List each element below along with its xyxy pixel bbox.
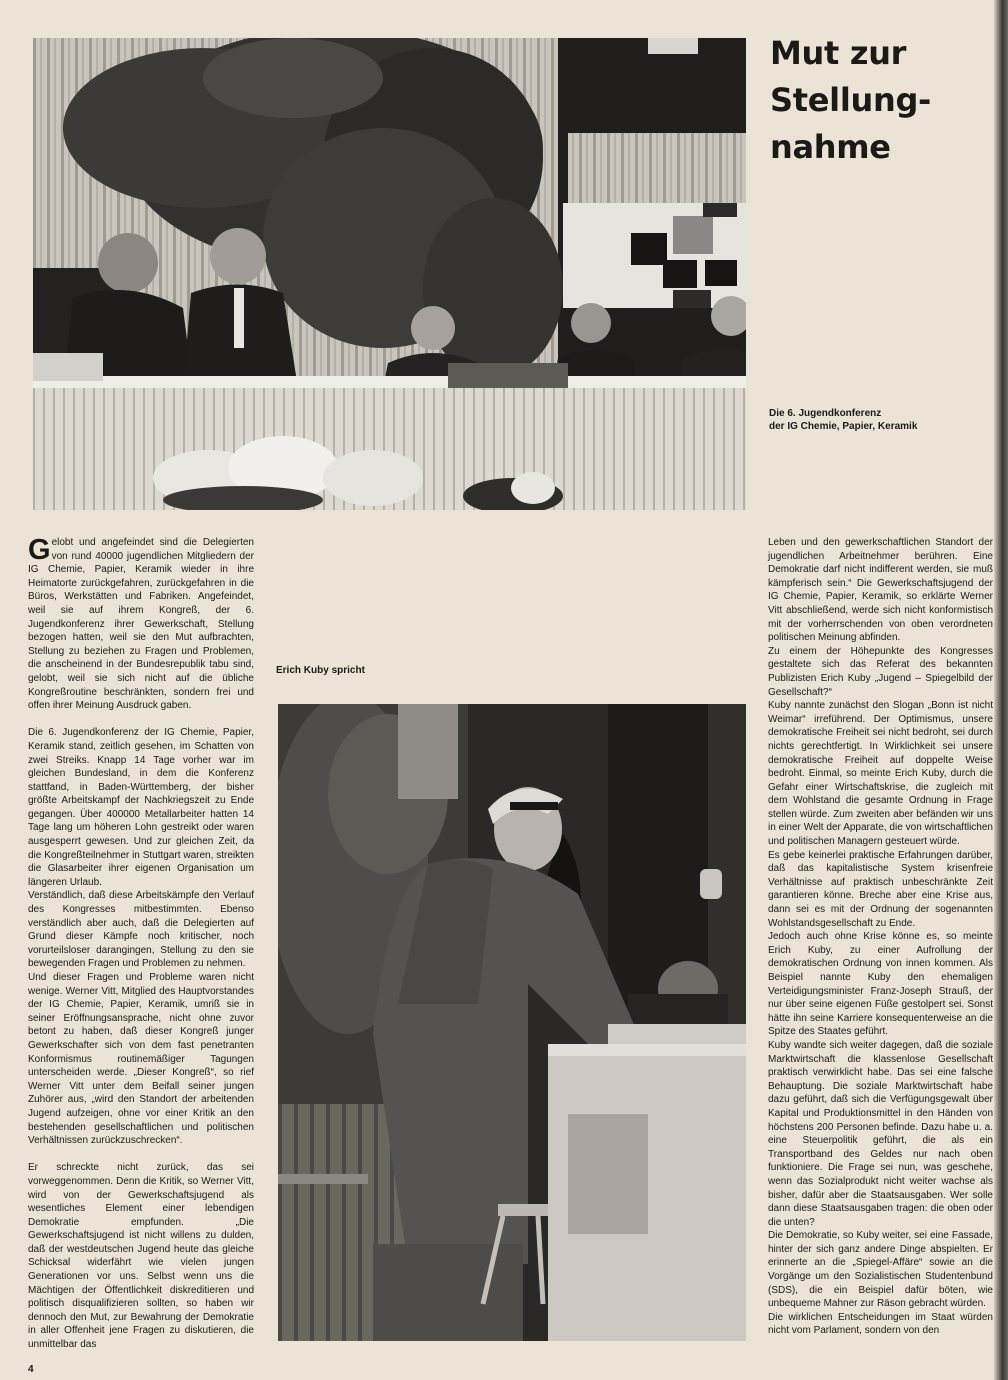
article-paragraph: Und dieser Fragen und Probleme waren nicht wenige. Werner Vitt, Mitglied des Hauptvorstandes der IG Chemie, Papier, Keramik, umriß sie in seiner Eröffnungsansprache, nicht ohne zuvor betont zu haben, daß dieser Kongreß junger Gewerkschafter sich von dem fast penetranten Konformismus routinemäßiger Tagungen unterscheiden werde. „Dieser Kongreß“, so rief Werner Vitt unter dem Beifall seiner jungen Zuhörer aus, „wird den Standort der arbeitenden Jugend aufzeigen, ohne vor einer Kritik an den bestehenden gesellschaftlichen und politischen Verhältnissen zurückzuschrecken“. xyxy=(28,972,254,1147)
article-left-column xyxy=(28,536,254,1352)
article-paragraph: Verständlich, daß diese Arbeitskämpfe den Verlauf des Kongresses mitbestimmten. Ebenso verständlich aber auch, daß die Delegierten auf Grund dieser Kämpfe noch kritischer, noch vorurteilsloser darangingen, Stellung zu den sie bewegenden Fragen und Problemen zu nehmen. xyxy=(28,890,254,970)
article-title xyxy=(770,30,990,171)
title-line: nahme xyxy=(770,128,891,166)
drop-cap: G xyxy=(28,534,51,566)
article-paragraph: Die Demokratie, so Kuby weiter, sei eine Fassade, hinter der sich ganz andere Dinge abspielten. Er erinnerte an die „Spiegel-Affäre“ sowie an die Vorgänge um den Sozialistischen Studentenbund (SDS), die ein Beispiel dafür böten, wie unbequeme Mahner zur Räson gebracht würden. xyxy=(768,1230,993,1310)
article-paragraph: Die 6. Jugendkonferenz der IG Chemie, Papier, Keramik stand, zeitlich gesehen, im Schatten von zwei Streiks. Knapp 14 Tage vorher war im gleichen Bundesland, in dem die Konferenz stattfand, in Baden-Württemberg, der bisher größte Arbeitskampf der Nachkriegszeit zu Ende gegangen. Über 400000 Metallarbeiter hatten 14 Tage lang um höheren Lohn gestreikt oder waren ausgesperrt gewesen. Und zur gleichen Zeit, da die Kongreßteilnehmer in Stuttgart waren, streikten die Glasarbeiter ihrer eigenen Organisation um längeren Urlaub. xyxy=(28,727,254,888)
page-number: 4 xyxy=(28,1364,34,1375)
article-paragraph: Zu einem der Höhepunkte des Kongresses gestaltete sich das Referat des bekannten Publizisten Erich Kuby „Jugend – Spiegelbild der Gesellschaft?“ xyxy=(768,645,993,698)
speaker-photo xyxy=(278,704,746,1341)
article-paragraph: Es gebe keinerlei praktische Erfahrungen darüber, daß das kapitalistische System krisenfreie Verhältnisse auf praktisch unbeschränkte Zeit garantieren könne. Breche aber eine Krise aus, dann sei es mit der Ordnung der sogenannten Wohlstandsgesellschaft zu Ende. xyxy=(768,849,993,929)
article-paragraph: Kuby nannte zunächst den Slogan „Bonn ist nicht Weimar“ irreführend. Der Optimismus, unsere demokratische Freiheit sei nicht bedroht, sei durch nichts gerechtfertigt. In Wirklichkeit sei unsere demokratische Freiheit auf doppelte Weise bedroht. Einmal, so meinte Erich Kuby, durch die Gefahr einer Wirtschaftskrise, die zugleich mit dem Wohlstand die gesamte Ordnung in Frage stellen würde. Zum zweiten aber befänden wir uns in einer Welt der Apparate, die von wirtschaftlichen und politischen Managern gesteuert würde. xyxy=(768,700,993,848)
caption-line: der IG Chemie, Papier, Keramik xyxy=(769,421,918,432)
paragraph-text: elobt und angefeindet sind die Delegierten von rund 40000 jugendlichen Mitgliedern der IG Chemie, Papier, Keramik wieder in ihre Heimatorte zurückgefahren, zurückgefahren in die Büros, Werkstätten und Fabriken. Angefeindet, weil sie auf ihrem Kongreß, der 6. Jugendkonferenz ihrer Gewerkschaft, Stellung bezogen hatten, weil sie den Mut aufbrachten, Stellung zu beziehen zu Fragen und Problemen, die anscheinend in der Bundesrepublik tabu sind, gelobt, weil sie sich nicht auf die übliche Kongreßroutine beschränkten, sondern frei und offen ihrer Meinung Ausdruck gaben. xyxy=(28,537,254,712)
caption-line: Die 6. Jugendkonferenz xyxy=(769,408,882,419)
article-paragraph: Die wirklichen Entscheidungen im Staat würden nicht vom Parlament, sondern von den xyxy=(768,1311,993,1337)
article-paragraph: Er schreckte nicht zurück, das sei vorweggenommen. Denn die Kritik, so Werner Vitt, wird von der Gewerkschaftsjugend als wesentliches Element einer lebendigen Demokratie empfunden. „Die Gewerkschaftsjugend ist nicht willens zu dulden, daß der westdeutschen Jugend heute das gleiche Schicksal widerfährt wie vielen jungen Generationen vor uns. Selbst wenn uns die Mächtigen der Öffentlichkeit diskreditieren und politisch disqualifizieren sollten, so haben wir dennoch den Mut, zur Bewahrung der Demokratie in aller Offenheit jene Fragen zu diskutieren, die unmittelbar das xyxy=(28,1162,254,1351)
title-line: Mut zur xyxy=(770,34,907,72)
article-paragraph: Leben und den gewerkschaftlichen Standort der jugendlichen Arbeitnehmer berühren. Eine Demokratie darf nicht indifferent werden, sie muß kämpferisch sein.“ Die Gewerkschaftsjugend der IG Chemie, Papier, Keramik, so erklärte Werner Vitt abschließend, werde sich nicht konformistisch mit der vorherrschenden von oben verordneten politischen Meinung abfinden. xyxy=(768,537,993,644)
conference-podium-photo xyxy=(33,38,746,510)
article-right-column xyxy=(768,536,993,1338)
article-paragraph xyxy=(28,536,254,713)
article-paragraph: Kuby wandte sich weiter dagegen, daß die soziale Marktwirtschaft die klassenlose Gesellschaft praktisch verwirklicht habe. Das sei eine falsche Behauptung. Die soziale Marktwirtschaft habe dazu geführt, daß sich die Verfügungsgewalt über Kapital und Produktionsmittel in den Händen von höchstens 200 Personen befinde. Dazu habe u. a. eine Steuerpolitik geführt, die als ein Transportband des Geldes nur nach oben funktioniere. Die Frage sei nun, was geschehe, wenn das Sozialprodukt nicht weiter wachse als bisher, dafür aber die Staatsausgaben. Wer solle dann diese Staatsausgaben tragen: die oben oder die unten? xyxy=(768,1039,993,1228)
title-line: Stellung- xyxy=(770,81,932,119)
article-paragraph: Jedoch auch ohne Krise könne es, so meinte Erich Kuby, zu einer Aufrollung der demokratischen Ordnung von innen kommen. Als Beispiel nannte Kuby den ehemaligen Verteidigungsminister Franz-Joseph Strauß, der nur über seine eigenen Füße gestolpert sei. Sonst hätte ihn seine Karriere konsequenterweise an die Spitze des Staates geführt. xyxy=(768,931,993,1038)
photo-caption-top xyxy=(769,407,969,433)
page-edge-shadow xyxy=(994,0,1008,1380)
photo-caption-speaker: Erich Kuby spricht xyxy=(276,665,365,676)
